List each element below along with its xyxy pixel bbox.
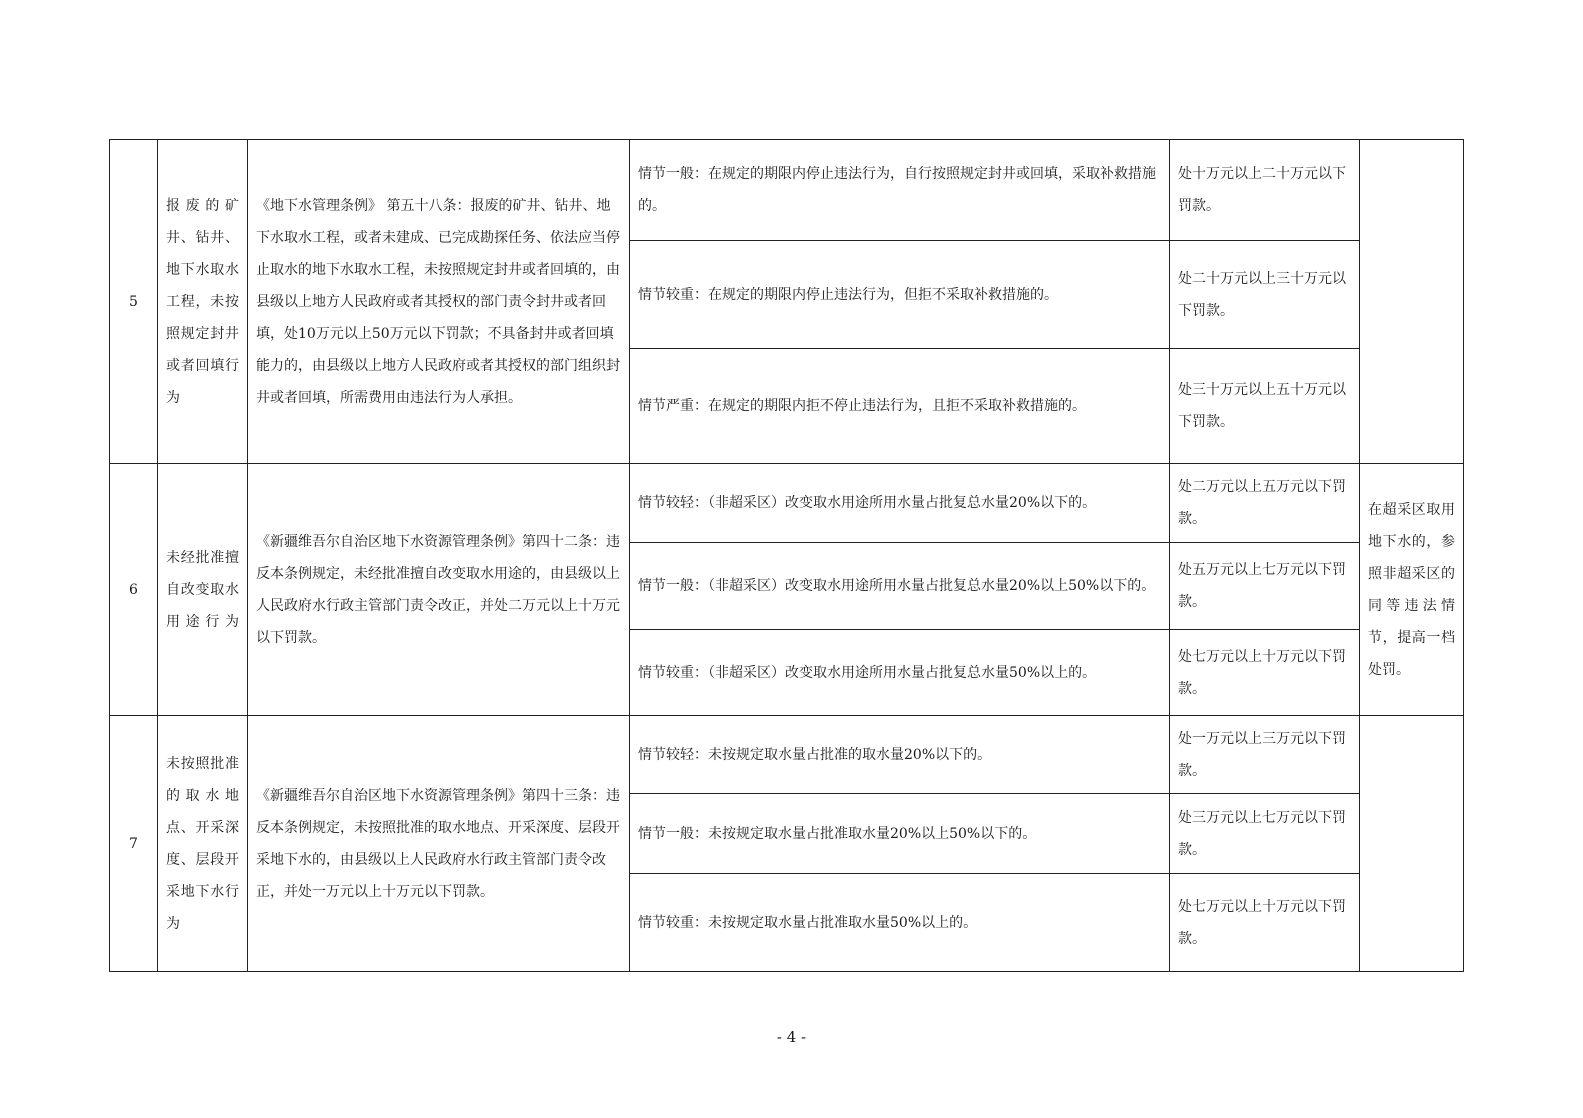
row-number: 5 xyxy=(110,140,158,464)
page-number: - 4 - xyxy=(776,1028,807,1046)
circumstance: 情节一般：（非超采区）改变取水用途所用水量占批复总水量20%以上50%以下的。 xyxy=(630,543,1170,630)
fine: 处二十万元以上三十万元以下罚款。 xyxy=(1170,241,1360,349)
violation-behavior: 报废的矿井、钻井、地下水取水工程，未按照规定封井或者回填行为 xyxy=(158,140,248,464)
penalty-table xyxy=(109,139,1464,972)
fine: 处三万元以上七万元以下罚款。 xyxy=(1170,794,1360,874)
circumstance: 情节较轻：（非超采区）改变取水用途所用水量占批复总水量20%以下的。 xyxy=(630,464,1170,543)
violation-behavior: 未经批准擅自改变取水用途行为 xyxy=(158,464,248,716)
violation-behavior: 未按照批准的取水地点、开采深度、层段开采地下水行为 xyxy=(158,716,248,972)
note xyxy=(1360,140,1464,464)
note xyxy=(1360,716,1464,972)
fine: 处五万元以上七万元以下罚款。 xyxy=(1170,543,1360,630)
circumstance: 情节较重：（非超采区）改变取水用途所用水量占批复总水量50%以上的。 xyxy=(630,630,1170,716)
legal-basis: 《新疆维吾尔自治区地下水资源管理条例》第四十二条：违反本条例规定，未经批准擅自改变取水用途的，由县级以上人民政府水行政主管部门责令改正，并处二万元以上十万元以下罚款。 xyxy=(248,464,630,716)
fine: 处三十万元以上五十万元以下罚款。 xyxy=(1170,349,1360,464)
circumstance: 情节一般：未按规定取水量占批准取水量20%以上50%以下的。 xyxy=(630,794,1170,874)
table-row xyxy=(110,716,1464,794)
circumstance: 情节一般：在规定的期限内停止违法行为，自行按照规定封井或回填，采取补救措施的。 xyxy=(630,140,1170,241)
table-row xyxy=(110,140,1464,241)
row-number: 7 xyxy=(110,716,158,972)
note: 在超采区取用地下水的，参照非超采区的同等违法情节，提高一档处罚。 xyxy=(1360,464,1464,716)
fine: 处一万元以上三万元以下罚款。 xyxy=(1170,716,1360,794)
fine: 处十万元以上二十万元以下罚款。 xyxy=(1170,140,1360,241)
fine: 处二万元以上五万元以下罚款。 xyxy=(1170,464,1360,543)
legal-basis: 《新疆维吾尔自治区地下水资源管理条例》第四十三条：违反本条例规定，未按照批准的取水地点、开采深度、层段开采地下水的，由县级以上人民政府水行政主管部门责令改正，并处一万元以上十万元以下罚款。 xyxy=(248,716,630,972)
fine: 处七万元以上十万元以下罚款。 xyxy=(1170,874,1360,972)
legal-basis: 《地下水管理条例》 第五十八条：报废的矿井、钻井、地下水取水工程，或者未建成、已完成勘探任务、依法应当停止取水的地下水取水工程，未按照规定封井或者回填的，由县级以上地方人民政府或者其授权的部门责令封井或者回填，处10万元以上50万元以下罚款；不具备封井或者回填能力的，由县级以上地方人民政府或者其授权的部门组织封井或者回填，所需费用由违法行为人承担。 xyxy=(248,140,630,464)
circumstance: 情节较重：在规定的期限内停止违法行为，但拒不采取补救措施的。 xyxy=(630,241,1170,349)
row-number: 6 xyxy=(110,464,158,716)
circumstance: 情节严重：在规定的期限内拒不停止违法行为，且拒不采取补救措施的。 xyxy=(630,349,1170,464)
circumstance: 情节较重：未按规定取水量占批准取水量50%以上的。 xyxy=(630,874,1170,972)
fine: 处七万元以上十万元以下罚款。 xyxy=(1170,630,1360,716)
table-row xyxy=(110,464,1464,543)
circumstance: 情节较轻：未按规定取水量占批准的取水量20%以下的。 xyxy=(630,716,1170,794)
